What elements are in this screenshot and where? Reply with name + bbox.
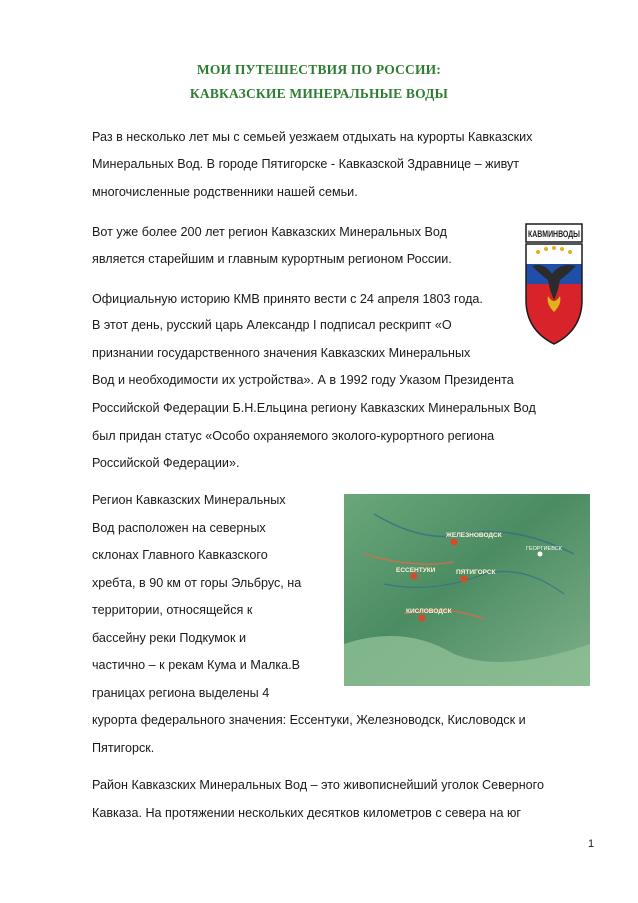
paragraph-1-line-1: Раз в несколько лет мы с семьей уезжаем отдыхать на курорты Кавказских	[92, 130, 533, 144]
paragraph-4-line-3: склонах Главного Кавказского	[92, 548, 268, 562]
paragraph-4-line-8: границах региона выделены 4	[92, 686, 270, 700]
kavminvody-coat-of-arms	[524, 222, 584, 346]
paragraph-4-line-6: бассейну реки Подкумок и	[92, 631, 247, 645]
paragraph-3-line-4: Вод и необходимости их устройства». А в 1992 году Указом Президента	[92, 373, 514, 387]
paragraph-3-line-7: Российской Федерации».	[92, 456, 240, 470]
paragraph-3-line-5: Российской Федерации Б.Н.Ельцина региону Кавказских Минеральных Вод	[92, 401, 536, 415]
paragraph-1-line-2: Минеральных Вод. В городе Пятигорске - Кавказской Здравнице – живут	[92, 157, 520, 171]
page-number: 1	[588, 838, 595, 850]
paragraph-2-line-1: Вот уже более 200 лет регион Кавказских Минеральных Вод	[92, 225, 447, 239]
paragraph-3-line-2: В этот день, русский царь Александр I подписал рескрипт «О	[92, 318, 452, 332]
paragraph-3-line-6: был придан статус «Особо охраняемого эколого-курортного региона	[92, 429, 495, 443]
document-title-line1: МОИ ПУТЕШЕСТВИЯ ПО РОССИИ:	[196, 62, 442, 77]
paragraph-4-line-2: Вод расположен на северных	[92, 521, 266, 535]
paragraph-4-line-7: частично – к рекам Кума и Малка.В	[92, 658, 301, 672]
paragraph-4-line-9: курорта федерального значения: Ессентуки, Железноводск, Кисловодск и	[92, 713, 526, 727]
paragraph-2-line-2: является старейшим и главным курортным регионом России.	[92, 252, 452, 266]
map-label-pyatigorsk: ПЯТИГОРСК	[456, 569, 496, 576]
paragraph-4-line-1: Регион Кавказских Минеральных	[92, 493, 286, 507]
paragraph-3-line-1: Официальную историю КМВ принято вести с 24 апреля 1803 года.	[92, 292, 483, 306]
document-title-line2: КАВКАЗСКИЕ МИНЕРАЛЬНЫЕ ВОДЫ	[189, 86, 449, 101]
paragraph-3-line-3: признании государственного значения Кавказских Минеральных	[92, 346, 471, 360]
map-label-georgievsk: ГЕОРГИЕВСК	[526, 546, 562, 552]
paragraph-4-line-10: Пятигорск.	[92, 741, 155, 755]
paragraph-4-line-4: хребта, в 90 км от горы Эльбрус, на	[92, 576, 302, 590]
paragraph-1-line-3: многочисленные родственники нашей семьи.	[92, 185, 358, 199]
kmv-region-map	[344, 494, 590, 686]
map-label-essentuki: ЕССЕНТУКИ	[396, 567, 436, 574]
paragraph-5-line-1: Район Кавказских Минеральных Вод – это живописнейший уголок Северного	[92, 778, 544, 792]
paragraph-5-line-2: Кавказа. На протяжении нескольких десятков километров с севера на юг	[92, 806, 522, 820]
map-label-zheleznovodsk: ЖЕЛЕЗНОВОДСК	[446, 532, 502, 539]
map-label-kislovodsk: КИСЛОВОДСК	[406, 608, 452, 615]
paragraph-4-line-5: территории, относящейся к	[92, 603, 253, 617]
coat-of-arms-banner-text: КАВМИНВОДЫ	[528, 229, 580, 240]
